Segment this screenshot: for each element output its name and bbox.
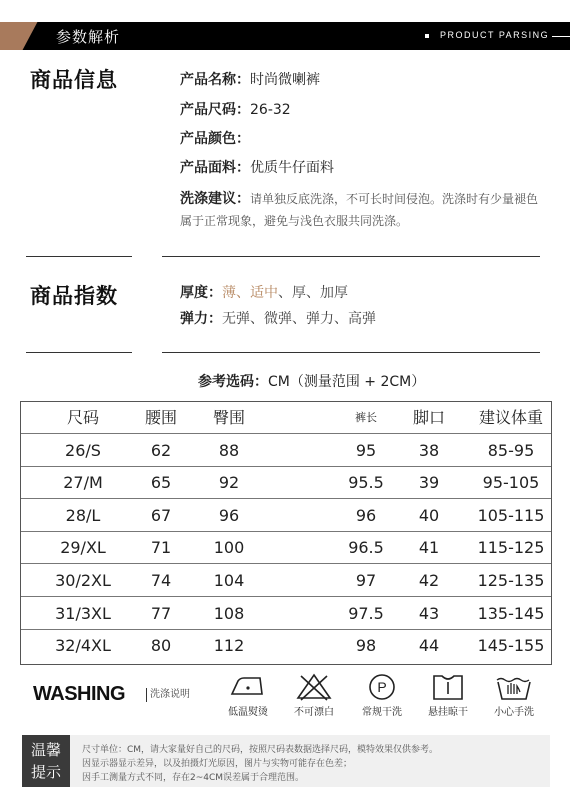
size-cell: 26/S xyxy=(65,440,101,460)
size-reference-value: CM（测量范围 + 2CM） xyxy=(268,374,426,390)
care-dry-clean xyxy=(352,672,412,718)
washing-title: WASHING xyxy=(33,683,126,705)
info-value: 26-32 xyxy=(250,102,291,118)
length-cell: 96 xyxy=(355,505,377,525)
care-label: 低温熨烫 xyxy=(228,707,268,718)
divider-right xyxy=(162,256,540,257)
info-value: 优质牛仔面料 xyxy=(250,160,334,176)
washing-advice xyxy=(180,188,540,232)
index-separator: 、 xyxy=(292,311,306,327)
length-cell: 96.5 xyxy=(348,538,384,558)
thickness-label: 厚度： xyxy=(180,285,222,301)
hem-cell: 41 xyxy=(418,538,440,558)
index-option: 弹力 xyxy=(306,311,334,327)
table-header-cell: 建议体重 xyxy=(478,408,543,427)
tip-badge-line1: 温馨 xyxy=(30,741,61,759)
size-cell: 32/4XL xyxy=(55,636,111,656)
index-option: 适中 xyxy=(250,285,278,301)
thickness-row xyxy=(180,282,348,302)
table-row xyxy=(21,630,551,662)
hip-cell: 100 xyxy=(213,538,245,558)
size-reference xyxy=(198,371,425,391)
info-label: 产品颜色： xyxy=(180,131,250,147)
info-row-fabric xyxy=(180,157,334,177)
hem-cell: 40 xyxy=(418,505,440,525)
product-info-title: 商品信息 xyxy=(30,68,118,92)
hand-wash-icon xyxy=(492,672,536,702)
table-header-cell: 臀围 xyxy=(212,408,245,427)
index-separator: 、 xyxy=(334,311,348,327)
length-cell: 98 xyxy=(355,636,377,656)
length-cell: 97 xyxy=(355,571,377,590)
length-cell: 97.5 xyxy=(348,603,384,623)
header-title: 参数解析 xyxy=(56,28,121,46)
care-label: 悬挂晾干 xyxy=(428,707,468,718)
info-value: 时尚微喇裤 xyxy=(250,72,320,88)
info-label: 产品面料： xyxy=(180,160,250,176)
header-bar xyxy=(0,22,570,50)
size-cell: 27/M xyxy=(63,473,103,493)
index-option: 高弹 xyxy=(348,311,376,327)
divider-right xyxy=(162,352,540,353)
elasticity-label: 弹力： xyxy=(180,311,222,327)
tip-line: 因手工测量方式不同，存在2~4CM误差属于合理范围。 xyxy=(82,773,305,783)
index-option: 无弹 xyxy=(222,311,250,327)
weight-cell: 135-145 xyxy=(477,603,545,623)
table-header-cell: 尺码 xyxy=(66,408,99,427)
care-label: 小心手洗 xyxy=(494,707,534,718)
hem-cell: 42 xyxy=(418,571,440,590)
table-row xyxy=(21,565,551,597)
tip-badge xyxy=(22,735,70,787)
waist-cell: 71 xyxy=(150,538,172,558)
table-header-cell: 腰围 xyxy=(144,408,177,427)
care-low-temp-iron xyxy=(218,672,278,718)
dry-clean-glyph: P xyxy=(377,679,387,695)
hem-cell: 39 xyxy=(418,473,440,493)
info-label: 产品尺码： xyxy=(180,102,250,118)
hip-cell: 104 xyxy=(213,571,245,590)
product-index-title: 商品指数 xyxy=(30,284,118,308)
care-label: 常规干洗 xyxy=(362,707,402,718)
tip-line: 因显示器显示差异，以及拍摄灯光原因，图片与实物可能存在色差； xyxy=(82,759,353,769)
info-row-name xyxy=(180,69,320,89)
tip-line: 尺寸单位：CM，请大家量好自己的尺码，按照尺码表数据选择尺码，模特效果仅供参考。 xyxy=(82,745,439,755)
length-cell: 95 xyxy=(355,440,377,460)
washing-advice-text: 请单独反底洗涤，不可长时间侵泡。洗涤时有少量褪色属于正常现象，避免与浅色衣服共同洗涤。 xyxy=(180,192,539,228)
care-hand-wash xyxy=(484,672,544,718)
weight-cell: 115-125 xyxy=(477,538,545,558)
waist-cell: 80 xyxy=(150,636,172,656)
hip-cell: 108 xyxy=(213,603,245,623)
weight-cell: 85-95 xyxy=(487,440,535,460)
table-row xyxy=(21,532,551,564)
table-row xyxy=(21,598,551,630)
washing-subtitle: 洗涤说明 xyxy=(146,688,190,702)
index-option: 加厚 xyxy=(320,285,348,301)
hem-cell: 44 xyxy=(418,636,440,656)
hang-dry-icon xyxy=(426,672,470,702)
hem-cell: 43 xyxy=(418,603,440,623)
hem-cell: 38 xyxy=(418,440,440,460)
weight-cell: 145-155 xyxy=(477,636,545,656)
info-row-size xyxy=(180,99,291,119)
waist-cell: 74 xyxy=(150,571,172,590)
elasticity-row xyxy=(180,308,376,328)
waist-cell: 62 xyxy=(150,440,172,460)
hip-cell: 92 xyxy=(218,473,240,493)
index-option: 微弹 xyxy=(264,311,292,327)
table-header-cell: 裤长 xyxy=(355,411,377,424)
washing-advice-label: 洗涤建议： xyxy=(180,191,250,207)
divider-left xyxy=(26,256,132,257)
size-cell: 28/L xyxy=(65,505,101,525)
care-label: 不可漂白 xyxy=(294,707,334,718)
hip-cell: 88 xyxy=(218,440,240,460)
thickness-options xyxy=(222,285,348,301)
care-hang-dry xyxy=(418,672,478,718)
hip-cell: 96 xyxy=(218,505,240,525)
index-separator: 、 xyxy=(306,285,320,301)
no-bleach-icon xyxy=(292,672,336,702)
waist-cell: 67 xyxy=(150,505,172,525)
weight-cell: 105-115 xyxy=(477,505,545,525)
table-row xyxy=(21,435,551,467)
index-separator: 、 xyxy=(278,285,292,301)
index-separator: 、 xyxy=(250,311,264,327)
size-cell: 31/3XL xyxy=(55,603,111,623)
care-no-bleach xyxy=(284,672,344,718)
info-label: 产品名称： xyxy=(180,72,250,88)
size-cell: 29/XL xyxy=(60,538,106,558)
table-row xyxy=(21,500,551,532)
header-subtitle: PRODUCT PARSING xyxy=(440,30,550,40)
size-reference-label: 参考选码： xyxy=(198,374,268,390)
hip-cell: 112 xyxy=(213,636,245,656)
header-dot-icon xyxy=(425,34,429,38)
length-cell: 95.5 xyxy=(348,473,384,493)
waist-cell: 65 xyxy=(150,473,172,493)
table-header-cell: 脚口 xyxy=(412,408,445,427)
waist-cell: 77 xyxy=(150,603,172,623)
index-option: 厚 xyxy=(292,285,306,301)
divider-left xyxy=(26,352,132,353)
weight-cell: 95-105 xyxy=(482,473,540,493)
weight-cell: 125-135 xyxy=(477,571,545,590)
table-header-row xyxy=(21,402,551,434)
low-temperature-iron-icon xyxy=(226,672,270,702)
size-table xyxy=(20,401,552,665)
tip-badge-line2: 提示 xyxy=(30,763,61,781)
index-option: 薄 xyxy=(222,285,236,301)
size-cell: 30/2XL xyxy=(55,571,111,590)
header-line xyxy=(552,36,570,37)
dry-clean-p-icon xyxy=(360,672,404,702)
info-row-color xyxy=(180,128,250,148)
elasticity-options xyxy=(222,311,376,327)
index-separator: 、 xyxy=(236,285,250,301)
table-row xyxy=(21,467,551,499)
